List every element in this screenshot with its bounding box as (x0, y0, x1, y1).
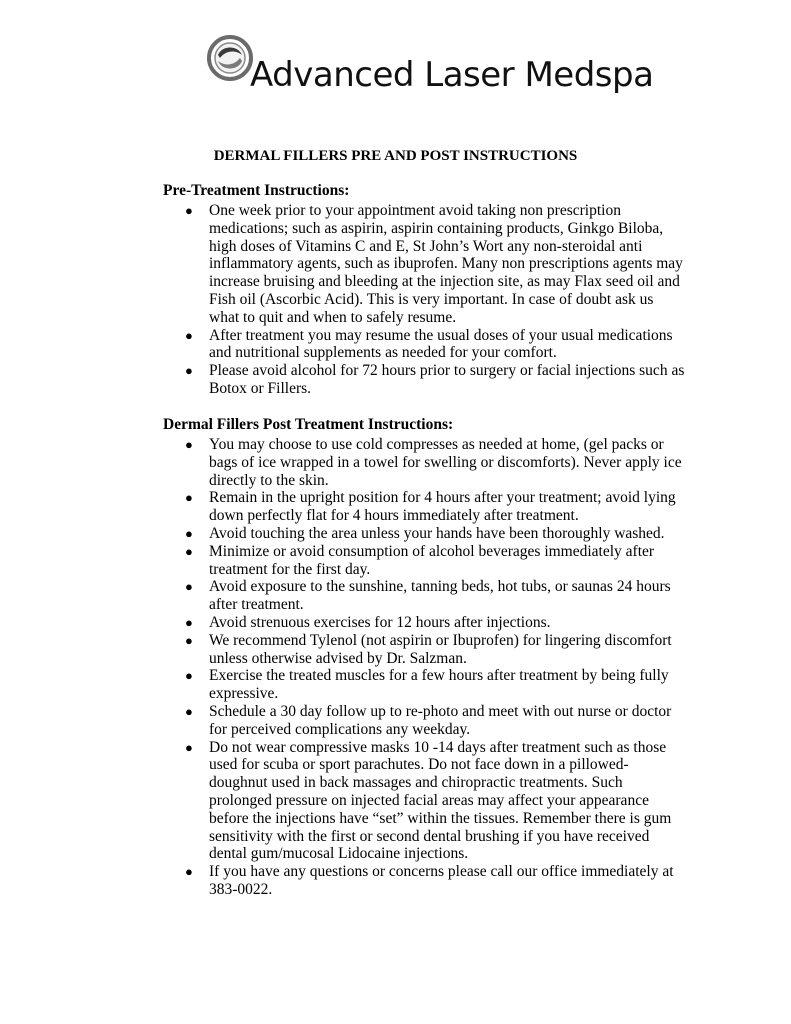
list-item-text: Please avoid alcohol for 72 hours prior to surgery or facial injections such as Botox or Fillers. (209, 362, 685, 397)
bullet-icon: ● (185, 632, 193, 648)
list-item (185, 543, 685, 579)
bullet-icon: ● (185, 203, 193, 218)
bullet-icon: ● (185, 525, 193, 541)
list-item (185, 703, 685, 739)
list-item-text: Avoid strenuous exercises for 12 hours after injections. (209, 613, 551, 631)
bullet-icon: ● (185, 668, 193, 684)
post-treatment-heading: Dermal Fillers Post Treatment Instructions: (163, 416, 454, 433)
pre-treatment-list (185, 202, 685, 398)
company-name: Advanced Laser Medspa (250, 55, 654, 95)
list-item (185, 739, 685, 864)
list-item (185, 667, 685, 703)
list-item-text: Exercise the treated muscles for a few hours after treatment by being fully expressive. (209, 667, 669, 703)
pre-treatment-heading: Pre-Treatment Instructions: (163, 182, 350, 199)
bullet-icon: ● (185, 579, 193, 595)
list-item (185, 863, 685, 899)
list-item (185, 632, 685, 668)
list-item-text: After treatment you may resume the usual doses of your usual medications and nutritional supplements as needed for your comfort. (209, 326, 673, 362)
swirl-circle-icon (206, 33, 256, 83)
bullet-icon: ● (185, 739, 193, 755)
bullet-icon: ● (185, 543, 193, 559)
list-item (185, 525, 685, 543)
list-item-text: Schedule a 30 day follow up to re-photo and meet with out nurse or doctor for perceived complications any weekday. (209, 702, 672, 738)
list-item-text: If you have any questions or concerns please call our office immediately at 383-0022. (209, 863, 674, 898)
bullet-icon: ● (185, 437, 193, 452)
company-logo (206, 33, 654, 108)
list-item (185, 436, 685, 489)
list-item-text: Avoid touching the area unless your hands have been thoroughly washed. (209, 524, 665, 542)
list-item (185, 489, 685, 525)
bullet-icon: ● (185, 614, 193, 630)
bullet-icon: ● (185, 363, 193, 379)
bullet-icon: ● (185, 864, 193, 880)
bullet-icon: ● (185, 490, 193, 506)
bullet-icon: ● (185, 703, 193, 719)
list-item-text: Minimize or avoid consumption of alcohol beverages immediately after treatment for the first day. (209, 542, 655, 578)
document-title: DERMAL FILLERS PRE AND POST INSTRUCTIONS (213, 148, 578, 164)
list-item (185, 614, 685, 632)
list-item-text: You may choose to use cold compresses as needed at home, (gel packs or bags of ice wrapped in a towel for swelling or discomforts). Never apply ice directly to the skin. (209, 436, 682, 489)
bullet-icon: ● (185, 327, 193, 343)
list-item-text: We recommend Tylenol (not aspirin or Ibuprofen) for lingering discomfort unless otherwise advised by Dr. Salzman. (209, 631, 672, 667)
list-item (185, 202, 685, 327)
list-item (185, 362, 685, 398)
list-item (185, 578, 685, 614)
list-item-text: Do not wear compressive masks 10 -14 days after treatment such as those used for scuba or sport parachutes. Do not face down in a pillowed-doughnut used in back massages and chiropractic treatments. Such prolonged pressure on injected facial areas may affect your appearance before the injections have “set” within the tissues. Remember there is gum sensitivity with the first or second dental brushing if you have received dental gum/mucosal Lidocaine injections. (209, 738, 672, 863)
post-treatment-list (185, 436, 685, 899)
list-item (185, 327, 685, 363)
list-item-text: Remain in the upright position for 4 hours after your treatment; avoid lying down perfectly flat for 4 hours immediately after treatment. (209, 489, 676, 525)
list-item-text: One week prior to your appointment avoid taking non prescription medications; such as aspirin, aspirin containing products, Ginkgo Biloba, high doses of Vitamins C and E, St John’s Wort any non-steroidal anti inflammatory agents, such as ibuprofen. Many non prescriptions agents may increase bruising and bleeding at the injection site, as may Flax seed oil and Fish oil (Ascorbic Acid). This is very important. In case of doubt ask us what to quit and when to safely resume. (209, 202, 683, 326)
list-item-text: Avoid exposure to the sunshine, tanning beds, hot tubs, or saunas 24 hours after treatment. (209, 578, 671, 614)
